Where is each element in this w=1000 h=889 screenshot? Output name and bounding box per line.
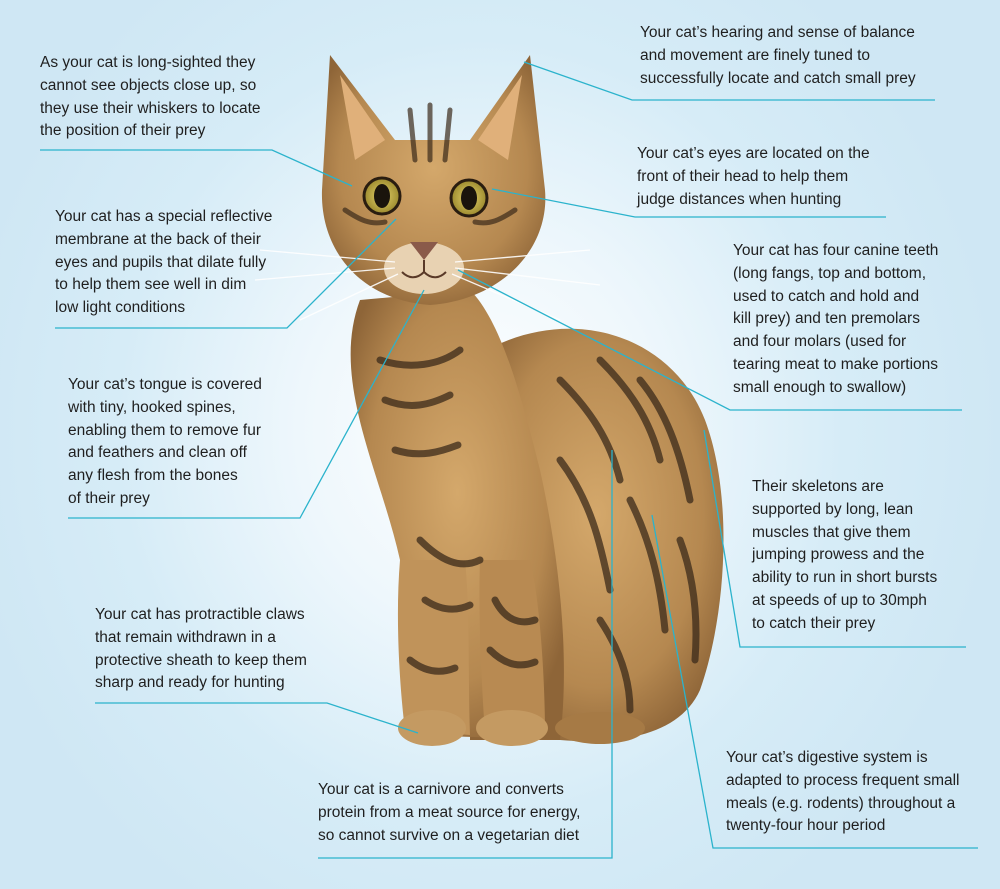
annotation-skeleton: Their skeletons are supported by long, lean muscles that give them jumping prowess and the ability to run in short bursts at speeds of up to 30mph to catch their prey: [752, 478, 938, 632]
annotation-claws: Your cat has protractible claws that remain withdrawn in a protective sheath to keep them sharp and ready for hunting: [95, 606, 307, 692]
leader-line-claws: [95, 703, 418, 733]
paw-right: [476, 710, 548, 746]
annotation-carnivore: Your cat is a carnivore and converts protein from a meat source for energy, so cannot survive on a vegetarian diet: [318, 781, 581, 844]
annotation-digestive: Your cat’s digestive system is adapted to process frequent small meals (e.g. rodents) throughout a twenty-four hour period: [726, 749, 960, 835]
annotation-reflective-membrane: Your cat has a special reflective membrane at the back of their eyes and pupils that dilate fully to help them see well in dim low light conditions: [55, 208, 273, 317]
cat-body: [351, 290, 724, 746]
annotation-tongue: Your cat’s tongue is covered with tiny, hooked spines, enabling them to remove fur and feathers and clean off any flesh from the bones of their prey: [68, 376, 262, 507]
annotation-teeth: Your cat has four canine teeth (long fangs, top and bottom, used to catch and hold and kill prey) and ten premolars and four molars (used for tearing meat to make portions small enough to swallow): [733, 242, 939, 396]
annotation-whiskers: As your cat is long-sighted they cannot see objects close up, so they use their whiskers to locate the position of their prey: [40, 54, 261, 140]
paw-left: [398, 710, 466, 746]
annotation-hearing: Your cat’s hearing and sense of balance and movement are finely tuned to successfully locate and catch small prey: [640, 24, 916, 87]
annotation-eyes: Your cat’s eyes are located on the front of their head to help them judge distances when hunting: [637, 145, 870, 208]
leader-line-whiskers: [40, 150, 352, 186]
